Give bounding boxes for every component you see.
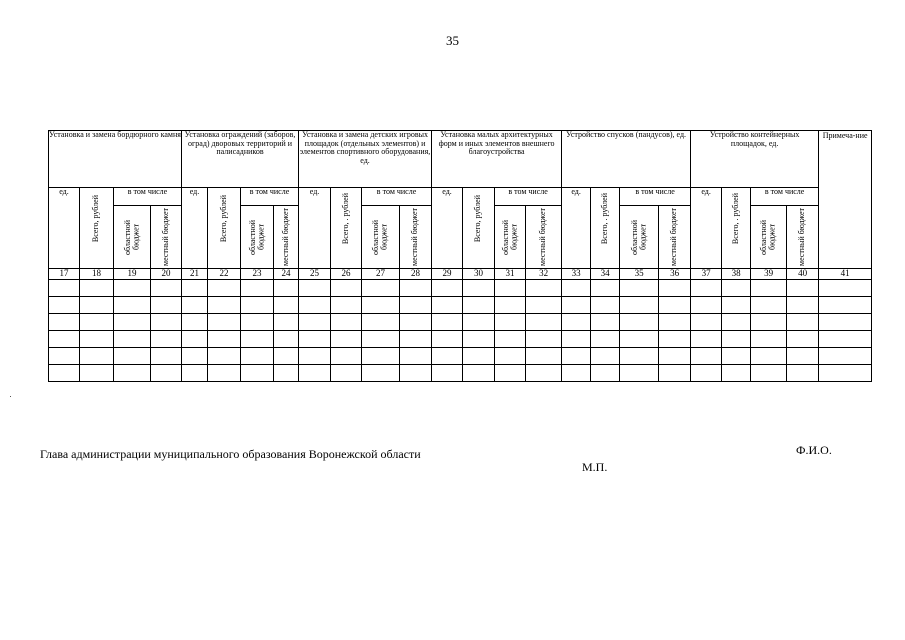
col-units: ед. (49, 188, 80, 269)
column-number: 24 (274, 269, 299, 280)
group-header-curb: Установка и замена бордюрного камня (49, 131, 182, 188)
table-row (49, 280, 872, 297)
column-number: 37 (691, 269, 722, 280)
col-local: местный бюджет (400, 206, 432, 269)
col-units: ед. (182, 188, 208, 269)
column-number: 21 (182, 269, 208, 280)
col-local: местный бюджет (526, 206, 562, 269)
col-regional: областной бюджет (114, 206, 151, 269)
col-total: Всего, . рублей (722, 188, 751, 269)
table-row (49, 314, 872, 331)
table-row (49, 297, 872, 314)
column-number: 41 (819, 269, 872, 280)
page-number: 35 (446, 33, 459, 48)
column-number: 25 (299, 269, 331, 280)
group-header-small-forms: Установка малых архитектурных форм и иных элементов внешнего благоустройства (432, 131, 562, 188)
group-header-playgrounds: Установка и замена детских игровых площадок (отдельных элементов) и элементов спортивного оборудования, ед. (299, 131, 432, 188)
col-regional: областной бюджет (751, 206, 787, 269)
column-number: 38 (722, 269, 751, 280)
stamp-place: М.П. (582, 460, 608, 474)
col-total: Всего, . рублей (331, 188, 362, 269)
head-signature-title: Глава администрации муниципального образования Воронежской области (40, 447, 421, 461)
column-number: 33 (562, 269, 591, 280)
column-number: 32 (526, 269, 562, 280)
table-row (49, 365, 872, 382)
in-that-number: в том числе (362, 188, 432, 206)
in-that-number: в том числе (495, 188, 562, 206)
col-local: местный бюджет (787, 206, 819, 269)
in-that-number: в том числе (114, 188, 182, 206)
column-number: 30 (463, 269, 495, 280)
column-number: 36 (659, 269, 691, 280)
col-units: ед. (562, 188, 591, 269)
col-units: ед. (299, 188, 331, 269)
col-local: местный бюджет (274, 206, 299, 269)
col-units: ед. (691, 188, 722, 269)
col-regional: областной бюджет (362, 206, 400, 269)
col-local: местный бюджет (659, 206, 691, 269)
table-row (49, 331, 872, 348)
col-regional: областной бюджет (620, 206, 659, 269)
column-number: 17 (49, 269, 80, 280)
group-header-ramps: Устройство спусков (пандусов), ед. (562, 131, 691, 188)
col-total: Всего, . рублей (591, 188, 620, 269)
column-number: 31 (495, 269, 526, 280)
col-total: Всего, рублей (80, 188, 114, 269)
col-regional: областной бюджет (495, 206, 526, 269)
group-header-fences: Установка ограждений (заборов, оград) дворовых территорий и палисадников (182, 131, 299, 188)
column-number: 39 (751, 269, 787, 280)
column-number: 19 (114, 269, 151, 280)
column-number: 34 (591, 269, 620, 280)
full-name-placeholder: Ф.И.О. (796, 443, 832, 457)
col-total: Всего, рублей (463, 188, 495, 269)
col-units: ед. (432, 188, 463, 269)
in-that-number: в том числе (751, 188, 819, 206)
in-that-number: в том числе (620, 188, 691, 206)
column-number: 35 (620, 269, 659, 280)
column-number: 18 (80, 269, 114, 280)
column-numbers-row (49, 269, 872, 280)
column-number: 22 (208, 269, 241, 280)
col-regional: областной бюджет (241, 206, 274, 269)
column-number: 26 (331, 269, 362, 280)
improvement-table (48, 130, 872, 382)
col-total: Всего, рублей (208, 188, 241, 269)
scan-dot (10, 396, 11, 397)
table-row (49, 348, 872, 365)
column-number: 20 (151, 269, 182, 280)
column-number: 23 (241, 269, 274, 280)
group-header-containers: Устройство контейнерных площадок, ед. (691, 131, 819, 188)
column-number: 27 (362, 269, 400, 280)
note-header: Примеча-ние (819, 131, 872, 269)
column-number: 40 (787, 269, 819, 280)
in-that-number: в том числе (241, 188, 299, 206)
col-local: местный бюджет (151, 206, 182, 269)
column-number: 29 (432, 269, 463, 280)
column-number: 28 (400, 269, 432, 280)
